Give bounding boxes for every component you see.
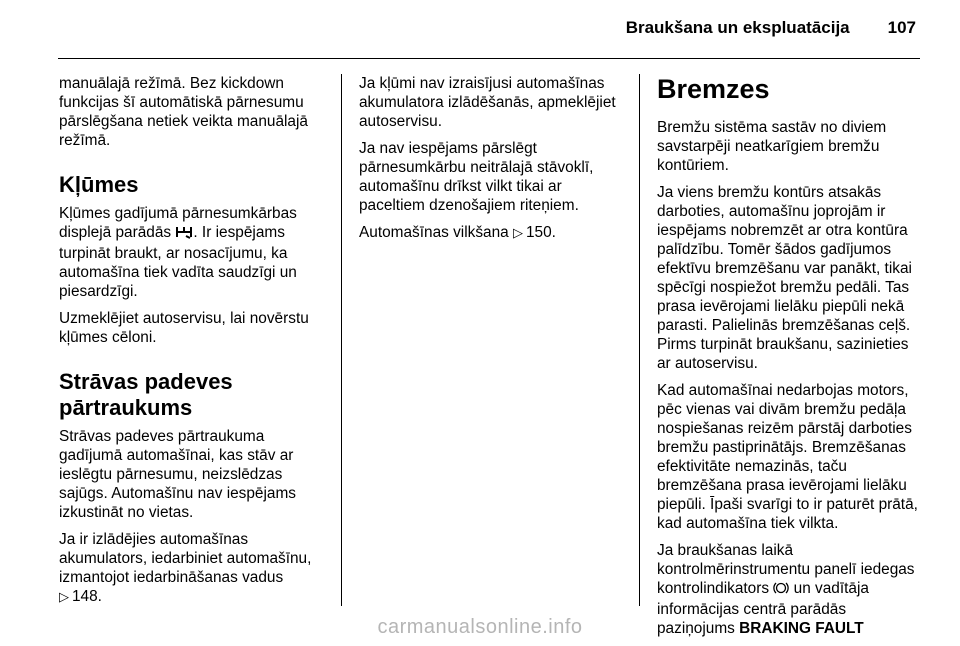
running-header [626,18,916,38]
paragraph: Ja viens bremžu kontūrs atsakās darboties, automašīnu joprojām ir iespējams nobremzēt ar otra kontūra palīdzību. Tomēr šādos gadījumos efektīvu bremzēšanu var panākt, tikai spēcīgi nospiežot bremžu pedāli. Tas prasa ievērojami lielāku piepūli nekā parasti. Palielinās bremzēšanas ceļš. Pirms turpināt braukšanu, sazinieties ar autoservisu. [657,184,912,372]
paragraph: Uzmeklējiet autoservisu, lai novērstu kļūmes cēloni. [59,310,309,346]
text-span: un vadītāja informācijas centrā parādās paziņojums [657,580,869,637]
paragraph: Strāvas padeves pārtraukuma gadījumā automašīnai, kas stāv ar ieslēgtu pārnesumu, neizslēdzas sajūgs. Automašīnu nav iespējams izkustināt no vietas. [59,428,296,521]
gearbox-fault-icon [175,225,193,244]
paragraph: Bremžu sistēma sastāv no diviem savstarpēji neatkarīgiem bremžu kontūriem. [657,119,887,174]
text-span: . Ir iespējams turpināt braukt, ar nosacījumu, ka automašīna tiek vadīta saudzīgi un piesardzīgi. [59,224,297,300]
message-text: BRAKING FAULT [739,620,864,637]
paragraph: manuālajā režīmā. Bez kickdown funkcijas šī automātiskā pārnesumu pārslēgšana netiek veikta manuālajā režīmā. [59,75,308,149]
arrow-ref-icon: ▷ [513,225,523,240]
column-divider [639,74,640,606]
header-title: Braukšana un ekspluatācija [625,18,850,37]
section-heading-power-interruption: Strāvas padeves pārtraukums [59,369,233,420]
paragraph: Kad automašīnai nedarbojas motors, pēc vienas vai divām bremžu pedāļa nospiešanas reizēm pārstāj darboties bremžu pastiprinātājs. Bremzēšanas efektivitāte nemazinās, taču bremzēšana prasa ievērojami lielāku piepūli. Īpaši svarīgi to ir paturēt prātā, kad automašīna tiek vilkta. [657,382,918,532]
arrow-ref-icon: ▷ [59,589,69,604]
brake-warning-icon [773,581,789,600]
paragraph [59,530,331,606]
text-span: Automašīnas vilkšana [359,224,509,241]
paragraph [359,223,627,242]
text-span: Ja braukšanas laikā kontrolmērinstrumentu panelī iedegas kontrolindikators [657,542,915,597]
page-reference[interactable]: 150. [526,224,556,241]
text-span: Ja ir izlādējies automašīnas akumulators, iedarbiniet automašīnu, izmantojot iedarbināšanas vadus [59,531,312,586]
page-number: 107 [887,18,916,37]
chapter-heading-brakes: Bremzes [657,74,770,104]
paragraph: Ja kļūmi nav izraisījusi automašīnas akumulatora izlādēšanās, apmeklējiet autoservisu. [359,75,616,130]
page-reference[interactable]: 148. [72,588,102,605]
watermark: carmanualsonline.info [377,616,583,638]
header-rule [58,58,920,59]
section-heading-errors: Kļūmes [59,172,139,197]
paragraph [59,204,331,301]
column-divider [341,74,342,606]
column-3 [657,74,923,646]
column-1 [59,74,331,614]
text-span: Kļūmes gadījumā pārnesumkārbas displejā parādās [59,205,297,241]
paragraph: Ja nav iespējams pārslēgt pārnesumkārbu neitrālajā stāvoklī, automašīnu drīkst vilkt tikai ar paceltiem dzenošajiem riteņiem. [359,140,594,214]
column-2 [359,74,627,250]
